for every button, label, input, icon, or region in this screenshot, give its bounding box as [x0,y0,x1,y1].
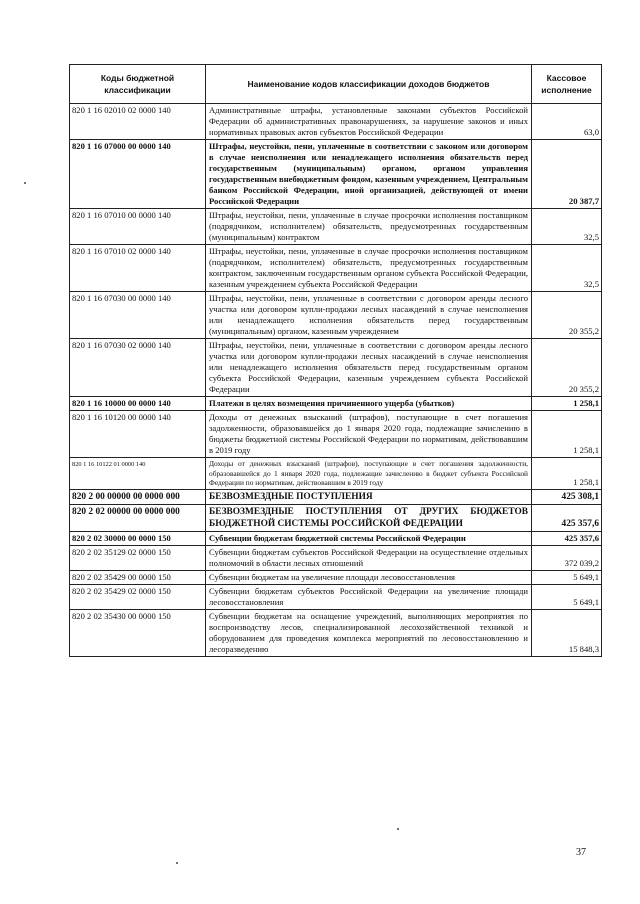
row-name: Субвенции бюджетам бюджетной системы Российской Федерации [206,531,532,545]
table-row [70,245,602,292]
row-code: 820 2 02 30000 00 0000 150 [70,531,206,545]
table-row [70,339,602,397]
row-code: 820 2 02 35429 02 0000 150 [70,584,206,609]
table-row [70,489,602,504]
table-header-row [70,65,602,104]
table-row [70,411,602,458]
table-row [70,292,602,339]
row-name: Административные штрафы, установленные законами субъектов Российской Федерации об административных правонарушениях, за нарушение законов и иных нормативных правовых актов субъектов Российской Федерации [206,104,532,140]
row-name: Субвенции бюджетам субъектов Российской Федерации на осуществление отдельных полномочий в области лесных отношений [206,545,532,570]
row-amount: 63,0 [532,104,602,140]
row-name: Штрафы, неустойки, пени, уплаченные в случае просрочки исполнения поставщиком (подрядчиком, исполнителем) обязательств, предусмотренных государственным контрактом, заключенным государственным органом субъекта Российской Федерации, казенным учреждением субъекта Российской Федерации [206,245,532,292]
row-code: 820 1 16 07030 00 0000 140 [70,292,206,339]
table-row [70,140,602,209]
row-name: Штрафы, неустойки, пени, уплаченные в случае просрочки исполнения поставщиком (подрядчиком, исполнителем) обязательств, предусмотренных государственным (муниципальным) контрактом [206,209,532,245]
row-name: БЕЗВОЗМЕЗДНЫЕ ПОСТУПЛЕНИЯ ОТ ДРУГИХ БЮДЖЕТОВ БЮДЖЕТНОЙ СИСТЕМЫ РОССИЙСКОЙ ФЕДЕРАЦИИ [206,504,532,531]
row-code: 820 1 16 07030 02 0000 140 [70,339,206,397]
budget-table-sheet [69,64,601,657]
row-name: Платежи в целях возмещения причиненного ущерба (убытков) [206,397,532,411]
row-code: 820 2 00 00000 00 0000 000 [70,489,206,504]
scan-speck [176,862,178,864]
row-amount: 425 308,1 [532,489,602,504]
row-amount: 20 355,2 [532,292,602,339]
row-code: 820 2 02 35129 02 0000 150 [70,545,206,570]
row-amount: 1 258,1 [532,397,602,411]
budget-table [69,64,602,657]
header-amount: Кассовое исполнение [532,65,602,104]
row-name: Штрафы, неустойки, пени, уплаченные в соответствии с законом или договором в случае неисполнения или ненадлежащего исполнения обязательств перед государственным (муниципальным) органом, органом управления государственным внебюджетным фондом, казенным учреждением, Центральным банком Российской Федерации, иной организацией, действующей от имени Российской Федерации [206,140,532,209]
row-amount: 425 357,6 [532,504,602,531]
table-row [70,104,602,140]
table-row [70,458,602,490]
row-name: Субвенции бюджетам на оснащение учреждений, выполняющих мероприятия по воспроизводству лесов, специализированной лесохозяйственной техникой и оборудованием для проведения комплекса мероприятий по лесовосстановлению и лесоразведению [206,609,532,656]
row-name: БЕЗВОЗМЕЗДНЫЕ ПОСТУПЛЕНИЯ [206,489,532,504]
page-number: 37 [576,847,586,858]
row-amount: 5 649,1 [532,584,602,609]
row-code: 820 1 16 07010 00 0000 140 [70,209,206,245]
row-name: Доходы от денежных взысканий (штрафов), поступающие в счет погашения задолженности, образовавшейся до 1 января 2020 года, подлежащие зачислению в бюджеты бюджетной системы Российской Федерации по нормативам, действовавшим в 2019 году [206,411,532,458]
row-amount: 20 355,2 [532,339,602,397]
scan-speck [24,182,26,184]
row-code: 820 1 16 07010 02 0000 140 [70,245,206,292]
row-amount: 32,5 [532,209,602,245]
table-row [70,609,602,656]
row-amount: 20 387,7 [532,140,602,209]
scan-speck [397,828,399,830]
row-name: Штрафы, неустойки, пени, уплаченные в соответствии с договором аренды лесного участка или договором купли-продажи лесных насаждений в случае неисполнения или ненадлежащего исполнения обязательств перед государственным органом субъекта Российской Федерации, казенным учреждением субъекта Российской Федерации [206,339,532,397]
table-row [70,504,602,531]
row-amount: 1 258,1 [532,411,602,458]
row-amount: 425 357,6 [532,531,602,545]
row-amount: 1 258,1 [532,458,602,490]
row-code: 820 1 16 10122 01 0000 140 [70,458,206,490]
table-row [70,570,602,584]
row-code: 820 2 02 35430 00 0000 150 [70,609,206,656]
table-row [70,584,602,609]
row-amount: 15 848,3 [532,609,602,656]
row-code: 820 1 16 10000 00 0000 140 [70,397,206,411]
row-name: Субвенции бюджетам субъектов Российской Федерации на увеличение площади лесовосстановления [206,584,532,609]
table-row [70,209,602,245]
row-code: 820 2 02 00000 00 0000 000 [70,504,206,531]
row-amount: 372 039,2 [532,545,602,570]
row-amount: 32,5 [532,245,602,292]
header-codes: Коды бюджетной классификации [70,65,206,104]
row-code: 820 1 16 10120 00 0000 140 [70,411,206,458]
row-name: Субвенции бюджетам на увеличение площади лесовосстановления [206,570,532,584]
table-row [70,531,602,545]
row-code: 820 2 02 35429 00 0000 150 [70,570,206,584]
table-row [70,545,602,570]
row-name: Доходы от денежных взысканий (штрафов), поступающие в счет погашения задолженности, образовавшейся до 1 января 2020 года, подлежащие зачислению в бюджет субъекта Российской Федерации по нормативам, действовавшим в 2019 году [206,458,532,490]
row-amount: 5 649,1 [532,570,602,584]
row-code: 820 1 16 07000 00 0000 140 [70,140,206,209]
row-code: 820 1 16 02010 02 0000 140 [70,104,206,140]
table-row [70,397,602,411]
row-name: Штрафы, неустойки, пени, уплаченные в соответствии с договором аренды лесного участка или договором купли-продажи лесных насаждений в случае неисполнения или ненадлежащего исполнения обязательств перед государственным (муниципальным) органом, казенным учреждением [206,292,532,339]
header-name: Наименование кодов классификации доходов бюджетов [206,65,532,104]
